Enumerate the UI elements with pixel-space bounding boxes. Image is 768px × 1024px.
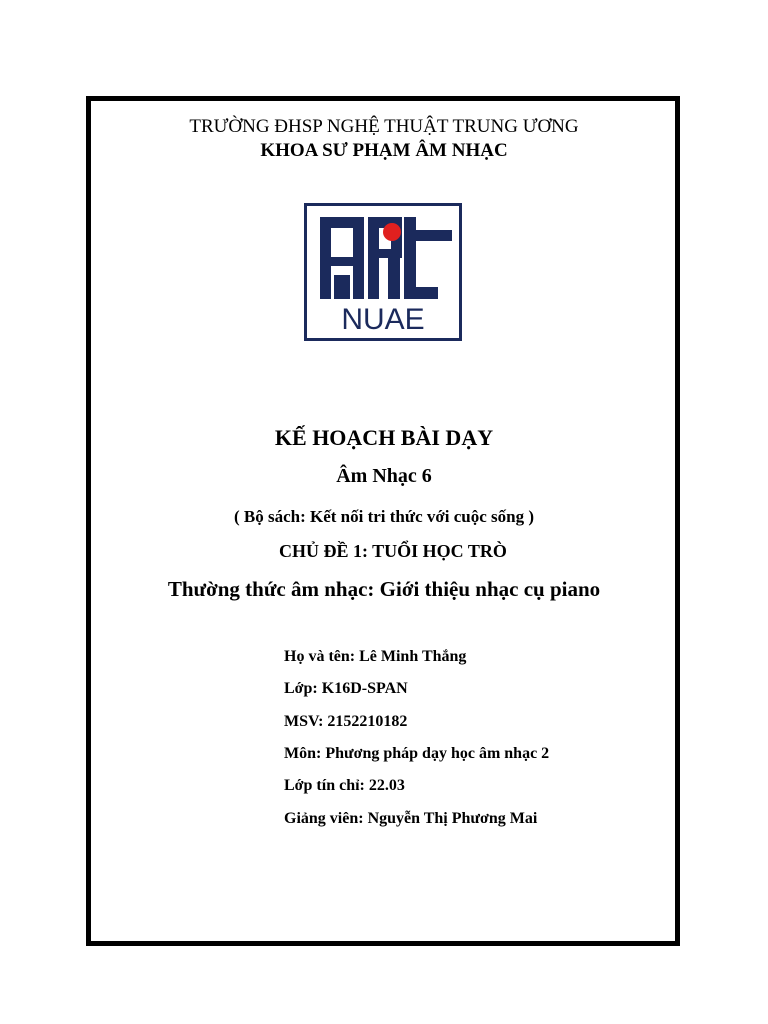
- info-row-class: [284, 680, 408, 698]
- info-row-name: [284, 648, 466, 666]
- topic-title: CHỦ ĐỀ 1: TUỔI HỌC TRÒ: [279, 541, 507, 561]
- logo-text: NUAE: [341, 303, 425, 336]
- info-label: Giảng viên:: [284, 810, 364, 827]
- lesson-title: Thường thức âm nhạc: Giới thiệu nhạc cụ piano: [167, 577, 601, 601]
- school-name: TRƯỜNG ĐHSP NGHỆ THUẬT TRUNG ƯƠNG: [189, 116, 579, 137]
- info-row-student-id: [284, 713, 407, 731]
- info-value: 2152210182: [327, 713, 408, 730]
- plan-title: KẾ HOẠCH BÀI DẠY: [274, 425, 494, 450]
- info-value: K16D-SPAN: [321, 680, 408, 697]
- info-row-lecturer: [284, 810, 537, 828]
- nuae-logo: [304, 203, 462, 341]
- info-value: Phương pháp dạy học âm nhạc 2: [325, 745, 550, 762]
- info-label: Lớp tín chỉ:: [284, 777, 365, 794]
- info-value: Lê Minh Thắng: [359, 648, 467, 665]
- info-label: Môn:: [284, 745, 322, 762]
- logo-red-dot: [383, 223, 401, 241]
- info-row-course: [284, 745, 549, 763]
- info-row-credit-class: [284, 777, 405, 795]
- book-set: ( Bộ sách: Kết nối tri thức với cuộc sống ): [233, 507, 535, 526]
- info-value: Nguyễn Thị Phương Mai: [367, 810, 538, 827]
- faculty-name: KHOA SƯ PHẠM ÂM NHẠC: [260, 140, 508, 161]
- info-label: Họ và tên:: [284, 648, 356, 665]
- info-label: MSV:: [284, 713, 324, 730]
- info-label: Lớp:: [284, 680, 318, 697]
- info-value: 22.03: [368, 777, 405, 794]
- subject-title: Âm Nhạc 6: [336, 465, 432, 487]
